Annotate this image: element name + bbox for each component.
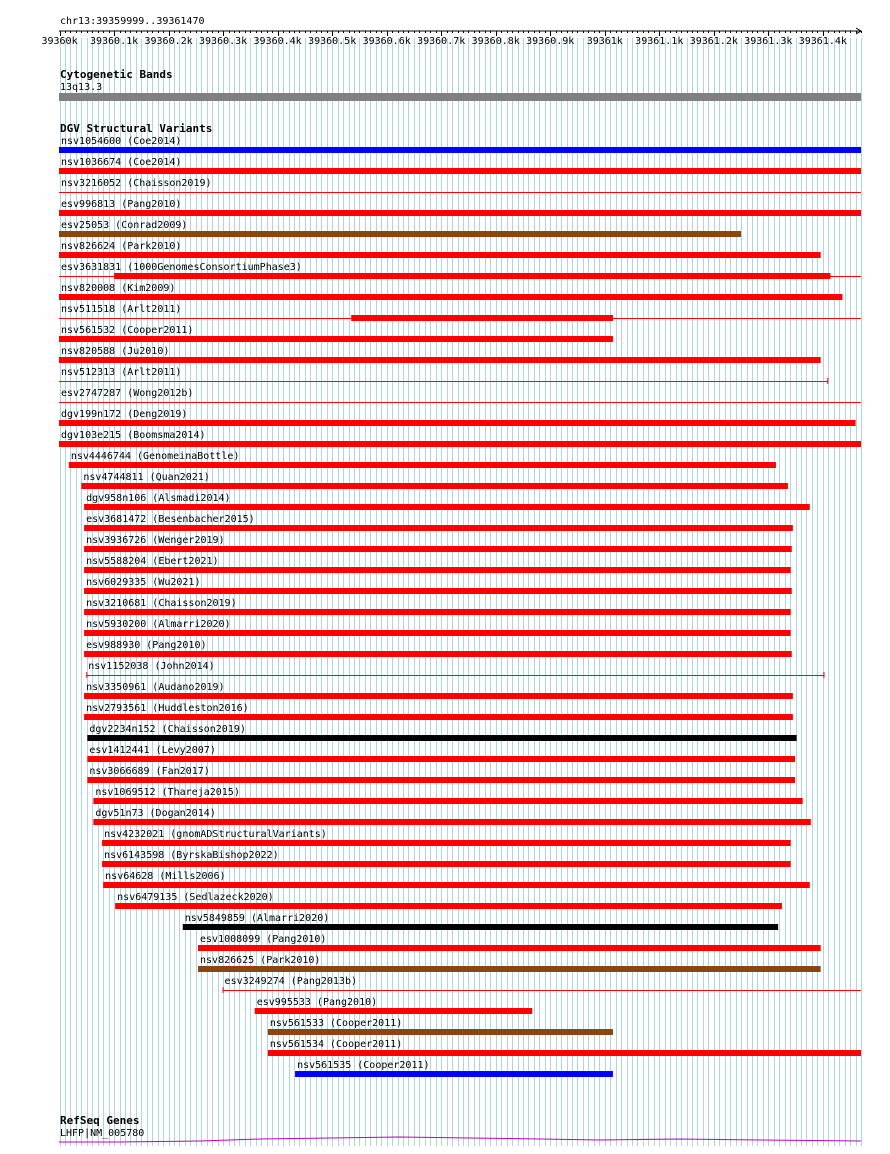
variant-label: nsv820588 (Ju2010) bbox=[61, 346, 170, 357]
ruler-tick-label: 39361.2k bbox=[689, 36, 738, 47]
variant-bar[interactable] bbox=[84, 693, 793, 699]
variant-bar[interactable] bbox=[59, 441, 861, 447]
variant-label: esv1008099 (Pang2010) bbox=[200, 934, 327, 945]
variant-label: nsv6479135 (Sedlazeck2020) bbox=[117, 892, 274, 903]
coordinate-ruler bbox=[41, 28, 861, 47]
dgv-variant[interactable] bbox=[69, 451, 776, 468]
variant-bar[interactable] bbox=[198, 945, 821, 951]
dgv-variant[interactable] bbox=[84, 598, 791, 615]
dgv-variant[interactable] bbox=[84, 556, 791, 573]
variant-bar[interactable] bbox=[268, 1029, 613, 1035]
variant-label: nsv6143598 (ByrskaBishop2022) bbox=[104, 850, 279, 861]
variant-bar[interactable] bbox=[69, 462, 776, 468]
variant-bar[interactable] bbox=[59, 357, 821, 363]
variant-bar[interactable] bbox=[59, 210, 861, 216]
variant-bar[interactable] bbox=[84, 504, 810, 510]
variant-bar[interactable] bbox=[59, 252, 821, 258]
variant-label: nsv4232021 (gnomADStructuralVariants) bbox=[104, 829, 327, 840]
ruler-tick-label: 39361k bbox=[586, 36, 623, 47]
dgv-variant[interactable] bbox=[84, 703, 793, 720]
variant-bar[interactable] bbox=[84, 651, 792, 657]
variant-label: nsv1054600 (Coe2014) bbox=[61, 136, 182, 147]
variant-bar[interactable] bbox=[59, 147, 861, 153]
variant-label: dgv103e215 (Boomsma2014) bbox=[61, 430, 206, 441]
variant-label: nsv2793561 (Huddleston2016) bbox=[86, 703, 249, 714]
variant-bar[interactable] bbox=[255, 1008, 533, 1014]
variant-label: esv2747287 (Wong2012b) bbox=[61, 388, 194, 399]
dgv-variant[interactable] bbox=[59, 430, 861, 447]
refseq-track-title: RefSeq Genes bbox=[60, 1114, 140, 1127]
variant-label: nsv820008 (Kim2009) bbox=[61, 283, 176, 294]
variant-label: dgv51n73 (Dogan2014) bbox=[95, 808, 216, 819]
variant-label: nsv3350961 (Audano2019) bbox=[86, 682, 225, 693]
ruler-tick-label: 39361.4k bbox=[798, 36, 847, 47]
variant-bar[interactable] bbox=[59, 294, 842, 300]
ruler-tick-label: 39360.6k bbox=[362, 36, 411, 47]
variant-bar[interactable] bbox=[114, 273, 830, 279]
variant-bar[interactable] bbox=[59, 420, 856, 426]
variant-label: nsv1152038 (John2014) bbox=[88, 661, 215, 672]
ruler-tick-label: 39360.4k bbox=[253, 36, 302, 47]
variant-label: nsv3936726 (Wenger2019) bbox=[86, 535, 225, 546]
variant-label: nsv561533 (Cooper2011) bbox=[269, 1018, 403, 1029]
variant-label: nsv3216052 (Chaisson2019) bbox=[61, 178, 212, 189]
variant-bar[interactable] bbox=[87, 735, 796, 741]
dgv-variant[interactable] bbox=[268, 1039, 861, 1056]
variant-label: dgv199n172 (Deng2019) bbox=[61, 409, 188, 420]
dgv-variant[interactable] bbox=[84, 640, 792, 657]
variant-label: nsv3066689 (Fan2017) bbox=[89, 766, 210, 777]
dgv-variant[interactable] bbox=[84, 682, 793, 699]
variant-bar[interactable] bbox=[102, 840, 791, 846]
variant-label: nsv561535 (Cooper2011) bbox=[297, 1060, 430, 1071]
dgv-variant[interactable] bbox=[84, 514, 793, 531]
dgv-variant[interactable] bbox=[59, 241, 821, 258]
variant-label: esv996813 (Pang2010) bbox=[61, 199, 182, 210]
variant-bar[interactable] bbox=[183, 924, 778, 930]
dgv-variant[interactable] bbox=[93, 787, 802, 804]
variant-bar[interactable] bbox=[84, 525, 793, 531]
variant-label: nsv561534 (Cooper2011) bbox=[269, 1039, 403, 1050]
variant-label: nsv4744811 (Quan2021) bbox=[83, 472, 210, 483]
cytoband-name: 13q13.3 bbox=[60, 82, 103, 93]
variant-label: nsv3210681 (Chaisson2019) bbox=[86, 598, 237, 609]
dgv-variant[interactable] bbox=[198, 934, 821, 951]
variant-label: nsv1036674 (Coe2014) bbox=[61, 157, 182, 168]
dgv-variant[interactable] bbox=[223, 976, 861, 993]
variant-label: nsv511518 (Arlt2011) bbox=[61, 304, 182, 315]
variant-bar[interactable] bbox=[87, 777, 795, 783]
variant-label: nsv826625 (Park2010) bbox=[200, 955, 321, 966]
dgv-variant[interactable] bbox=[295, 1060, 613, 1077]
variant-label: esv988930 (Pang2010) bbox=[86, 640, 207, 651]
variant-label: esv3681472 (Besenbacher2015) bbox=[86, 514, 255, 525]
variant-label: esv995533 (Pang2010) bbox=[256, 997, 378, 1008]
dgv-variant[interactable] bbox=[84, 535, 792, 552]
dgv-variant[interactable] bbox=[59, 367, 828, 384]
variant-label: dgv2234n152 (Chaisson2019) bbox=[89, 724, 246, 735]
dgv-variant[interactable] bbox=[59, 283, 842, 300]
ruler-tick-label: 39360.1k bbox=[89, 36, 139, 47]
dgv-track-title: DGV Structural Variants bbox=[60, 122, 213, 135]
dgv-variant[interactable] bbox=[59, 346, 821, 363]
dgv-variant[interactable] bbox=[59, 136, 861, 153]
variant-bar[interactable] bbox=[198, 966, 821, 972]
variant-label: nsv6029335 (Wu2021) bbox=[86, 577, 201, 588]
ruler-tick-label: 39360.7k bbox=[417, 36, 466, 47]
variant-bar[interactable] bbox=[115, 903, 782, 909]
variant-bar[interactable] bbox=[295, 1071, 613, 1077]
variant-bar[interactable] bbox=[84, 567, 791, 573]
variant-label: nsv1069512 (Thareja2015) bbox=[95, 787, 240, 798]
dgv-variant[interactable] bbox=[86, 661, 824, 678]
cytoband-track-title: Cytogenetic Bands bbox=[60, 68, 173, 81]
variant-label: esv1412441 (Levy2007) bbox=[89, 745, 216, 756]
variant-bar[interactable] bbox=[81, 483, 788, 489]
variant-label: dgv958n106 (Alsmadi2014) bbox=[86, 493, 231, 504]
dgv-variant[interactable] bbox=[84, 619, 791, 636]
variant-bar[interactable] bbox=[103, 882, 810, 888]
dgv-variant[interactable] bbox=[87, 724, 796, 741]
dgv-variant[interactable] bbox=[59, 304, 861, 321]
dgv-variant[interactable] bbox=[59, 157, 861, 174]
variant-label: nsv4446744 (GenomeinaBottle) bbox=[70, 451, 240, 462]
refseq-gene-name: LHFP|NM_005780 bbox=[60, 1128, 145, 1139]
variant-bar[interactable] bbox=[84, 609, 791, 615]
dgv-variant[interactable] bbox=[59, 325, 613, 342]
variant-bar[interactable] bbox=[87, 756, 795, 762]
ruler-tick-label: 39360.2k bbox=[144, 36, 193, 47]
variant-bar[interactable] bbox=[84, 546, 792, 552]
dgv-variant[interactable] bbox=[183, 913, 778, 930]
ruler-tick-label: 39360k bbox=[41, 36, 78, 47]
variant-bar[interactable] bbox=[59, 336, 613, 342]
ruler-tick-label: 39360.3k bbox=[199, 36, 248, 47]
variant-bar[interactable] bbox=[268, 1050, 861, 1056]
variant-label: esv3631831 (1000GenomesConsortiumPhase3) bbox=[61, 262, 302, 273]
dgv-variant[interactable] bbox=[84, 577, 792, 594]
dgv-variant[interactable] bbox=[59, 220, 741, 237]
variant-bar[interactable] bbox=[102, 861, 791, 867]
variant-label: nsv5930200 (Almarri2020) bbox=[86, 619, 231, 630]
dgv-variant[interactable] bbox=[59, 262, 861, 279]
variant-bar[interactable] bbox=[84, 714, 793, 720]
variant-bar[interactable] bbox=[59, 168, 861, 174]
variant-label: nsv561532 (Cooper2011) bbox=[61, 325, 194, 336]
variant-label: nsv826624 (Park2010) bbox=[61, 241, 182, 252]
variant-label: esv3249274 (Pang2013b) bbox=[224, 976, 358, 987]
ruler-tick-label: 39361.1k bbox=[635, 36, 684, 47]
cytoband-bar[interactable] bbox=[59, 93, 861, 101]
variant-label: nsv512313 (Arlt2011) bbox=[61, 367, 182, 378]
variant-label: esv25053 (Conrad2009) bbox=[61, 220, 188, 231]
variant-bar[interactable] bbox=[93, 798, 802, 804]
variant-bar[interactable] bbox=[93, 819, 810, 825]
ruler-tick-label: 39360.8k bbox=[471, 36, 520, 47]
ruler-tick-label: 39360.5k bbox=[308, 36, 357, 47]
variant-bar[interactable] bbox=[59, 231, 741, 237]
variant-bar[interactable] bbox=[84, 630, 791, 636]
variant-label: nsv5588204 (Ebert2021) bbox=[86, 556, 219, 567]
dgv-variant[interactable] bbox=[198, 955, 821, 972]
variant-bar[interactable] bbox=[84, 588, 792, 594]
variant-bar[interactable] bbox=[351, 315, 613, 321]
dgv-variant[interactable] bbox=[84, 493, 810, 510]
ruler-tick-label: 39361.3k bbox=[744, 36, 793, 47]
ruler-tick-label: 39360.9k bbox=[526, 36, 575, 47]
dgv-variant[interactable] bbox=[59, 199, 861, 216]
variant-label: nsv64628 (Mills2006) bbox=[105, 871, 226, 882]
variant-label: nsv5849859 (Almarri2020) bbox=[184, 913, 330, 924]
locus-label: chr13:39359999..39361470 bbox=[60, 16, 205, 27]
